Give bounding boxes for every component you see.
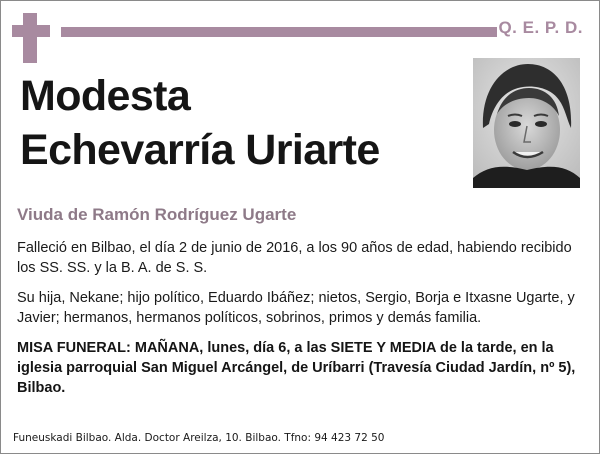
name-first-line: Modesta <box>20 72 191 120</box>
header-rule <box>61 27 497 37</box>
death-announcement: Falleció en Bilbao, el día 2 de junio de 2016, a los 90 años de edad, habiendo recibido los SS. SS. y la B. A. de S. S. <box>17 240 572 276</box>
cross-horizontal-bar <box>12 25 50 37</box>
cross-vertical-bar <box>23 13 37 63</box>
funeral-mass-info: MISA FUNERAL: MAÑANA, lunes, día 6, a las SIETE Y MEDIA de la tarde, en la iglesia parroquial San Miguel Arcángel, de Uríbarri (Travesía Ciudad Jardín, nº 5), Bilbao. <box>17 340 576 396</box>
qepd-label: Q. E. P. D. <box>498 18 583 37</box>
funeral-home-footer: Funeuskadi Bilbao. Alda. Doctor Areilza, 10. Bilbao. Tfno: 94 423 72 50 <box>13 432 385 444</box>
portrait-image <box>473 58 580 188</box>
name-second-line: Echevarría Uriarte <box>20 126 380 174</box>
deceased-name <box>20 69 460 177</box>
portrait-photo <box>473 58 580 188</box>
family-list: Su hija, Nekane; hijo político, Eduardo Ibáñez; nietos, Sergio, Borja e Itxasne Ugarte, y Javier; hermanos, hermanos políticos, sobrinos, primos y demás familia. <box>17 290 575 326</box>
widow-subtitle: Viuda de Ramón Rodríguez Ugarte <box>17 205 297 224</box>
